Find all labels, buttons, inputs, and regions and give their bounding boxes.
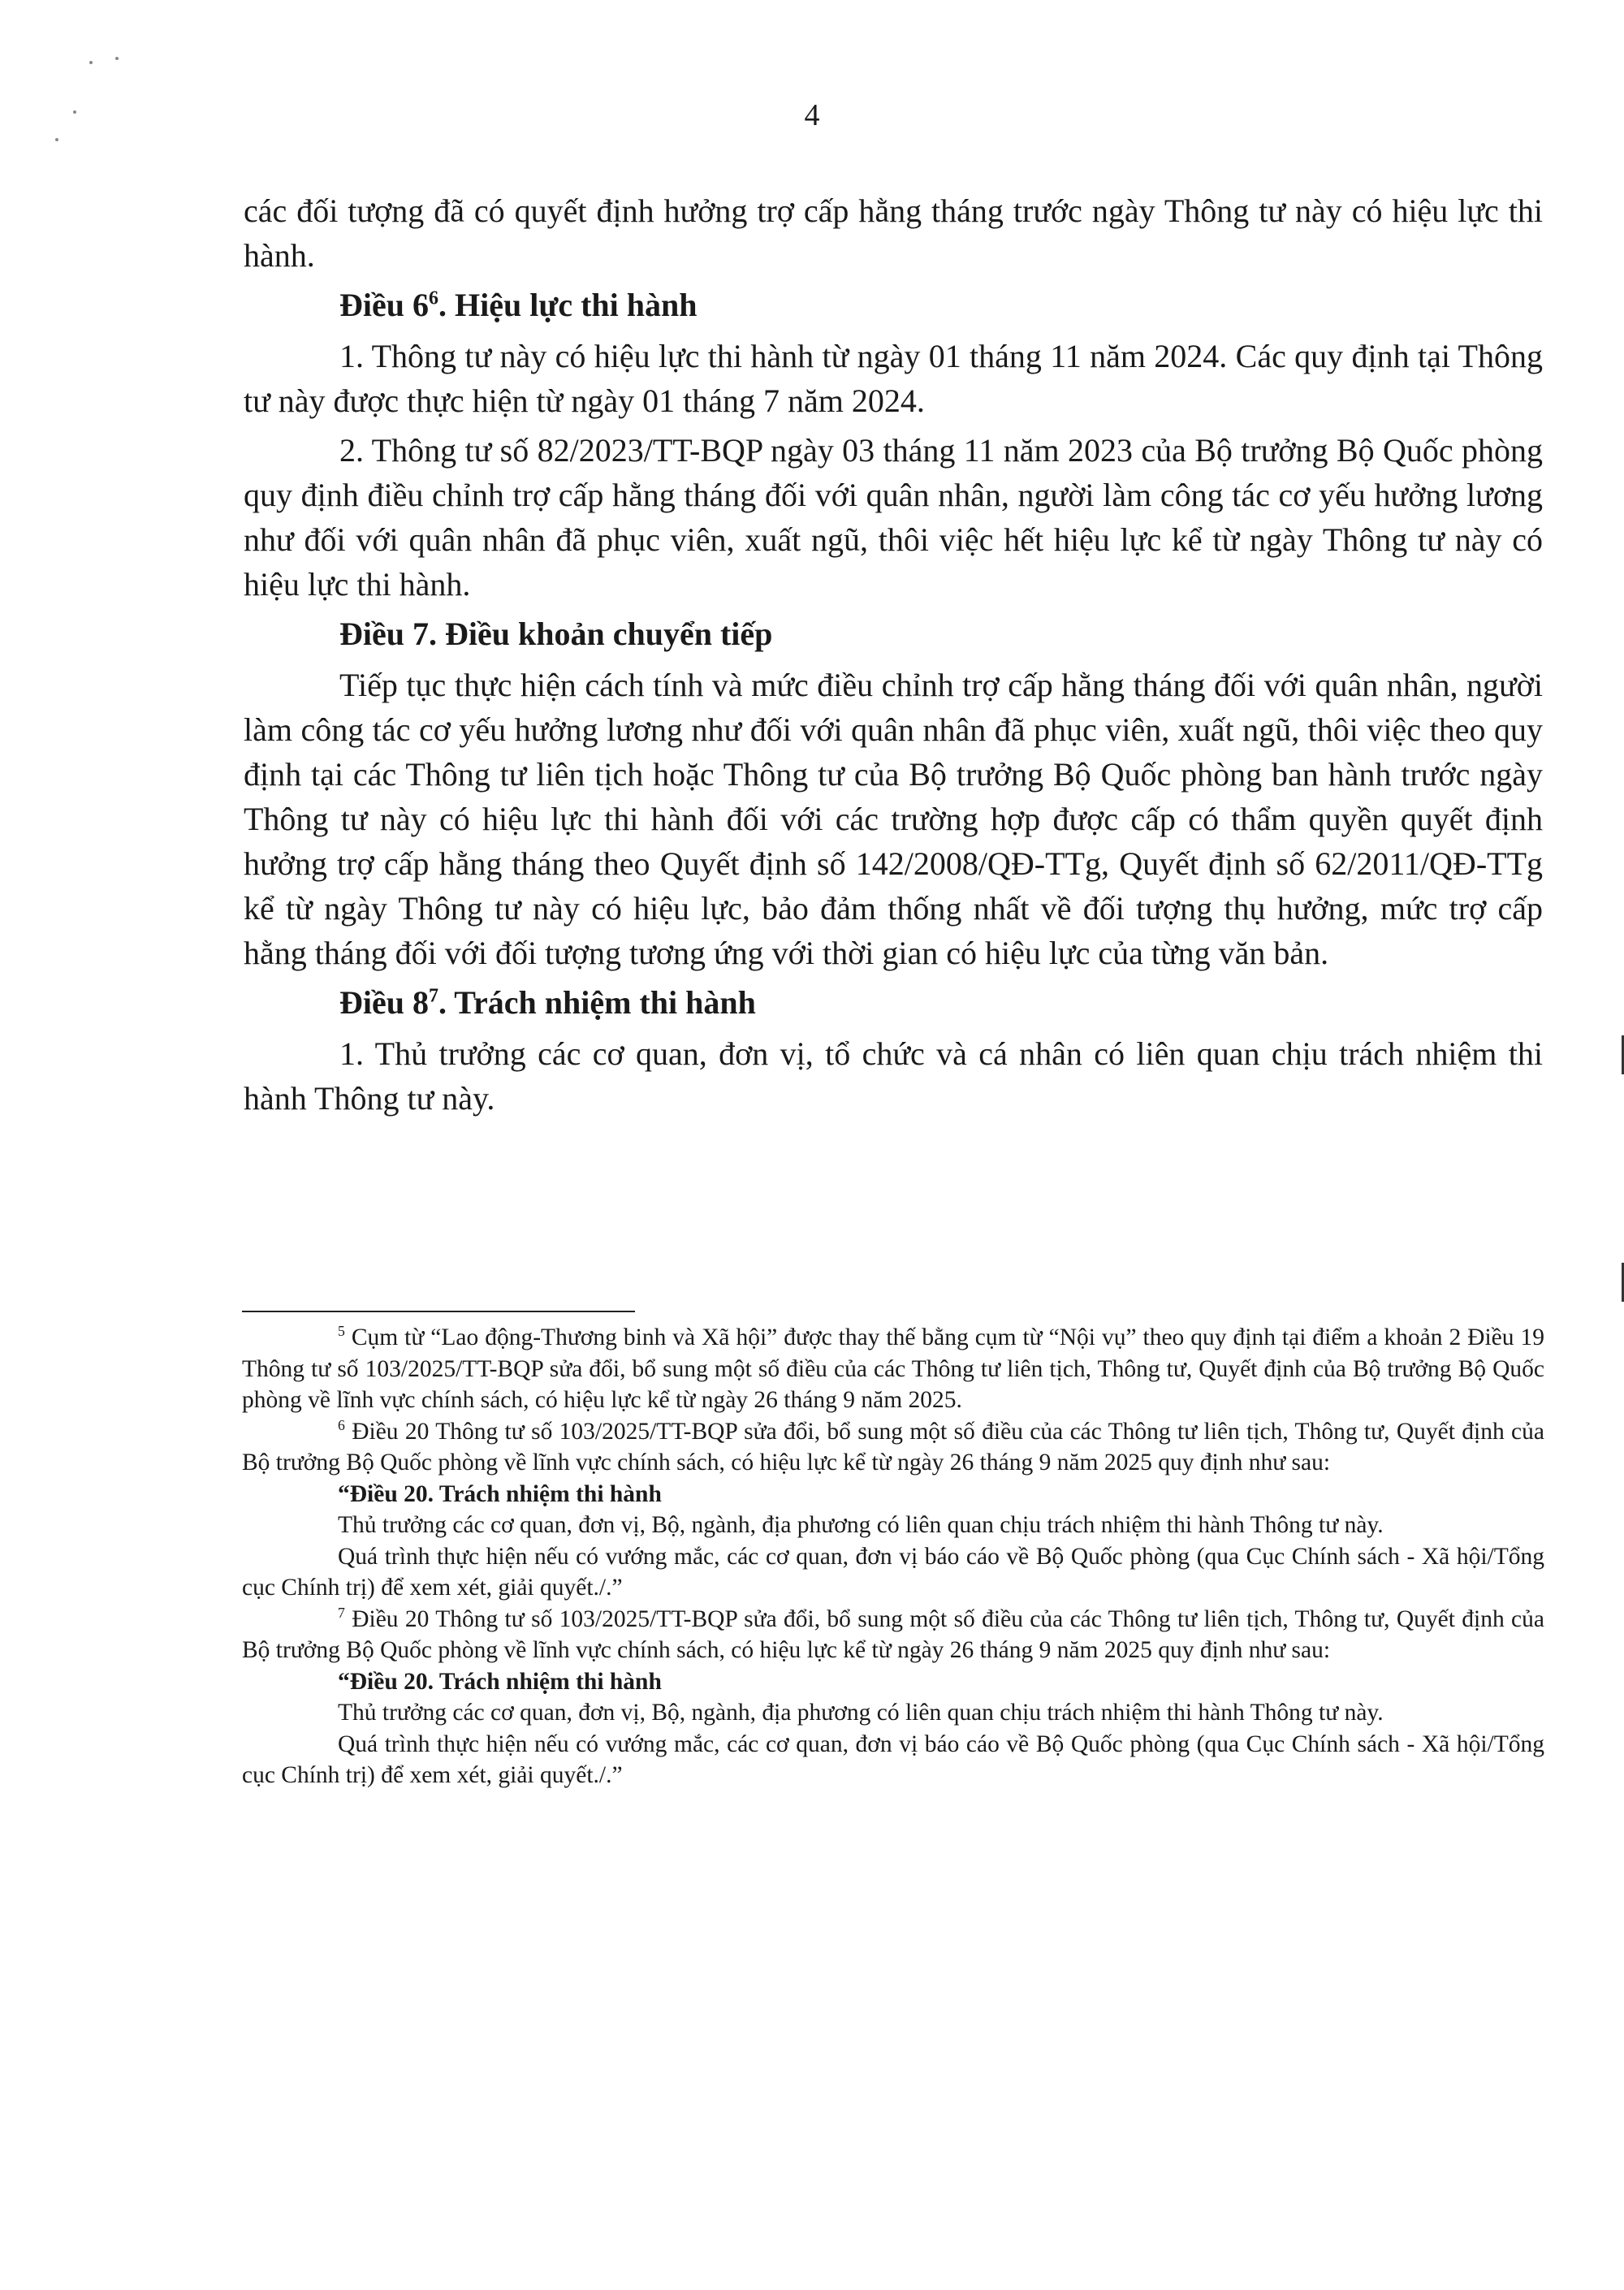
footnote-6-quote-p1: Thủ trưởng các cơ quan, đơn vị, Bộ, ngành, địa phương có liên quan chịu trách nhiệm thi hành Thông tư này.: [338, 1512, 1384, 1538]
footnote-7-quote-p1: Thủ trưởng các cơ quan, đơn vị, Bộ, ngành, địa phương có liên quan chịu trách nhiệm thi hành Thông tư này.: [338, 1700, 1384, 1726]
article-6-clause-1: 1. Thông tư này có hiệu lực thi hành từ ngày 01 tháng 11 năm 2024. Các quy định tại Thông tư này được thực hiện từ ngày 01 tháng 7 năm 2024.: [244, 338, 1543, 419]
footnote-6: $^6$ Điều 20 Thông tư số 103/2025/TT-BQP sửa đổi, bổ sung một số điều của các Thông tư liên tịch, Thông tư, Quyết định của Bộ trưởng Bộ Quốc phòng về lĩnh vực chính sách, có hiệu lực kể từ ngày 26 tháng 9 năm 2025 quy định như sau:: [242, 1416, 1544, 1476]
footnote-ref-6: 6: [429, 287, 438, 309]
article-8-heading: Điều $8^7$. Trách nhiệm thi hành: [339, 984, 756, 1021]
document-body: [244, 188, 1543, 1126]
footnote-7-quote-p2: Quá trình thực hiện nếu có vướng mắc, các cơ quan, đơn vị báo cáo về Bộ Quốc phòng (qua Cục Chính sách - Xã hội/Tổng cục Chính trị) để xem xét, giải quyết./.”: [242, 1730, 1544, 1788]
footnote-6-quote-p2: Quá trình thực hiện nếu có vướng mắc, các cơ quan, đơn vị báo cáo về Bộ Quốc phòng (qua Cục Chính sách - Xã hội/Tổng cục Chính trị) để xem xét, giải quyết./.”: [242, 1543, 1544, 1601]
footnote-7-quote-title: “Điều 20. Trách nhiệm thi hành: [338, 1668, 662, 1695]
article-7-clause-1: Tiếp tục thực hiện cách tính và mức điều chỉnh trợ cấp hằng tháng đối với quân nhân, người làm công tác cơ yếu hưởng lương như đối với quân nhân đã phục viên, xuất ngũ, thôi việc theo quy định tại các Thông tư liên tịch hoặc Thông tư của Bộ trưởng Bộ Quốc phòng ban hành trước ngày Thông tư này có hiệu lực thi hành đối với các trường hợp được cấp có thẩm quyền quyết định hưởng trợ cấp hằng tháng theo Quyết định số 142/2008/QĐ-TTg, Quyết định số 62/2011/QĐ-TTg kể từ ngày Thông tư này có hiệu lực, bảo đảm thống nhất về đối tượng thụ hưởng, mức trợ cấp hằng tháng đối với đối tượng tương ứng với thời gian có hiệu lực của từng văn bản.: [244, 667, 1543, 971]
footnote-7: $^7$ Điều 20 Thông tư số 103/2025/TT-BQP sửa đổi, bổ sung một số điều của các Thông tư liên tịch, Thông tư, Quyết định của Bộ trưởng Bộ Quốc phòng về lĩnh vực chính sách, có hiệu lực kể từ ngày 26 tháng 9 năm 2025 quy định như sau:: [242, 1604, 1544, 1663]
footnote-6-quote-title: “Điều 20. Trách nhiệm thi hành: [338, 1480, 662, 1507]
footnote-ref-7: 7: [429, 985, 438, 1007]
paragraph-intro: các đối tượng đã có quyết định hưởng trợ cấp hằng tháng trước ngày Thông tư này có hiệu lực thi hành.: [244, 192, 1543, 274]
footnote-5: $^5$ Cụm từ “Lao động-Thương binh và Xã hội” được thay thế bằng cụm từ “Nội vụ” theo quy định tại điểm a khoản 2 Điều 19 Thông tư số 103/2025/TT-BQP sửa đổi, bổ sung một số điều của các Thông tư liên tịch, Thông tư, Quyết định của Bộ trưởng Bộ Quốc phòng về lĩnh vực chính sách, có hiệu lực kể từ ngày 26 tháng 9 năm 2025.: [242, 1323, 1544, 1413]
page-number: 4: [804, 98, 820, 132]
article-6-clause-2: 2. Thông tư số 82/2023/TT-BQP ngày 03 tháng 11 năm 2023 của Bộ trưởng Bộ Quốc phòng quy định điều chỉnh trợ cấp hằng tháng đối với quân nhân, người làm công tác cơ yếu hưởng lương như đối với quân nhân đã phục viên, xuất ngũ, thôi việc hết hiệu lực kể từ ngày Thông tư này có hiệu lực thi hành.: [244, 432, 1543, 603]
article-8-clause-1: 1. Thủ trưởng các cơ quan, đơn vị, tổ chức và cá nhân có liên quan chịu trách nhiệm thi hành Thông tư này.: [244, 1035, 1543, 1117]
footnote-separator: [242, 1311, 635, 1312]
article-6-heading: Điều $6^6$. Hiệu lực thi hành: [339, 287, 698, 323]
article-7-heading: Điều 7. Điều khoản chuyển tiếp: [339, 616, 773, 652]
footnotes: [242, 1322, 1544, 1791]
